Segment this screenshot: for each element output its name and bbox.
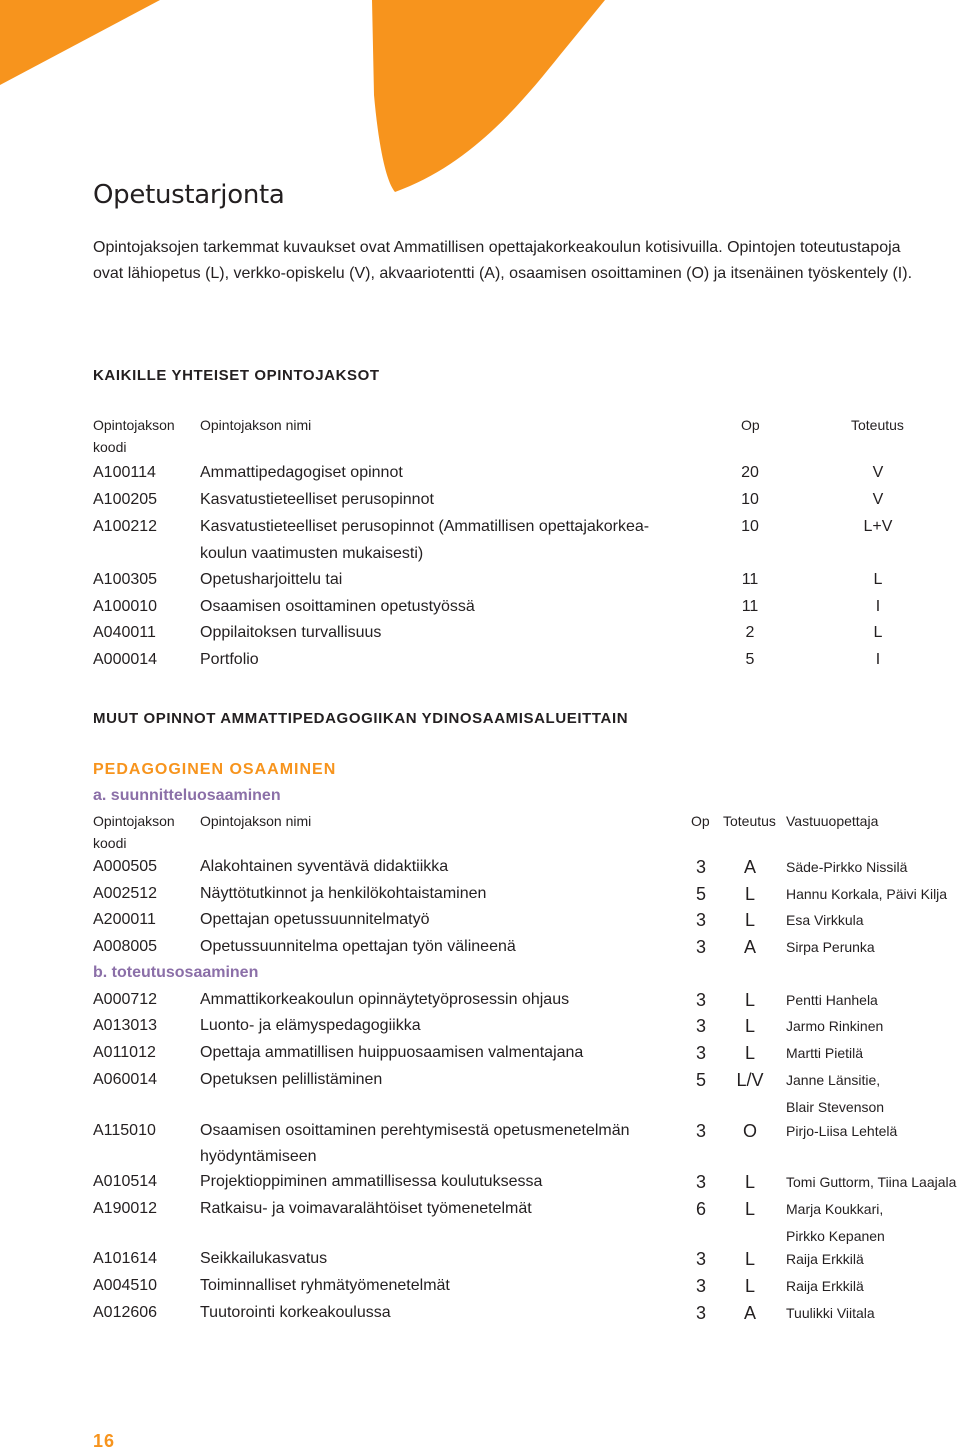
course-teacher: Raija Erkkilä <box>786 1278 864 1294</box>
course-teacher-line2: Pirkko Kepanen <box>786 1228 885 1244</box>
course-toteutus: L <box>744 1172 755 1192</box>
course-name: Opetusharjoittelu tai <box>200 571 343 588</box>
course-code: A000712 <box>93 991 158 1008</box>
course-code: A002512 <box>93 885 158 902</box>
course-teacher: Pirjo-Liisa Lehtelä <box>786 1123 898 1139</box>
course-code: A010514 <box>93 1173 158 1190</box>
course-name: Alakohtainen syventävä didaktiikka <box>200 858 449 875</box>
course-toteutus: A <box>743 857 756 877</box>
course-name: Näyttötutkinnot ja henkilökohtaistaminen <box>200 885 487 902</box>
table-row <box>93 934 960 958</box>
course-toteutus: L <box>744 1276 755 1296</box>
course-name: Ammattikorkeakoulun opinnäytetyöprosessin ohjaus <box>200 991 570 1008</box>
table-row <box>93 487 960 511</box>
course-toteutus: L <box>873 571 883 588</box>
orange-triangle-shape <box>0 0 160 85</box>
course-name: Osaamisen osoittaminen perehtymisestä opetusmenetelmän <box>200 1122 630 1139</box>
header-toteutus: Toteutus <box>723 813 776 829</box>
course-toteutus: L/V <box>736 1070 764 1090</box>
page-title: Opetustarjonta <box>93 180 285 210</box>
course-toteutus: L <box>873 624 883 641</box>
header-op: Op <box>691 813 710 829</box>
course-op: 11 <box>741 598 759 615</box>
course-code: A000014 <box>93 651 158 668</box>
table-row <box>93 1246 960 1270</box>
course-code: A008005 <box>93 938 158 955</box>
course-op: 20 <box>741 464 759 481</box>
header-toteutus: Toteutus <box>851 417 904 433</box>
subsection-title-a: a. suunnitteluosaaminen <box>93 787 281 804</box>
course-code: A004510 <box>93 1277 158 1294</box>
page-number: 16 <box>93 1431 116 1451</box>
table-row <box>93 1067 960 1115</box>
course-toteutus: L <box>744 990 755 1010</box>
table-row <box>93 1040 960 1064</box>
course-code: A100114 <box>93 464 156 481</box>
table-row <box>93 1300 960 1324</box>
course-toteutus: I <box>875 598 881 615</box>
course-code: A013013 <box>93 1017 158 1034</box>
table-header-other <box>93 811 960 851</box>
course-name: Oppilaitoksen turvallisuus <box>200 624 382 641</box>
course-op: 3 <box>695 937 706 957</box>
course-op: 3 <box>695 910 706 930</box>
course-op: 10 <box>741 491 759 508</box>
course-name: Luonto- ja elämyspedagogiikka <box>200 1017 421 1034</box>
header-code-line2: koodi <box>93 439 127 455</box>
course-toteutus: L <box>744 1199 755 1219</box>
table-row <box>93 594 960 618</box>
course-teacher: Raija Erkkilä <box>786 1251 864 1267</box>
header-code: Opintojakson <box>93 813 175 829</box>
table-row <box>93 460 960 484</box>
course-teacher: Martti Pietilä <box>786 1045 864 1061</box>
course-toteutus: A <box>743 1303 756 1323</box>
header-code-line2: koodi <box>93 835 127 851</box>
course-op: 3 <box>695 1016 706 1036</box>
course-name-line2: hyödyntämiseen <box>200 1148 317 1165</box>
course-name: Opettajan opetussuunnitelmatyö <box>200 911 430 928</box>
course-name: Kasvatustieteelliset perusopinnot <box>200 491 434 508</box>
course-teacher: Sirpa Perunka <box>786 939 875 955</box>
course-op: 11 <box>741 571 759 588</box>
table-row <box>93 1273 960 1297</box>
section-heading-common: KAIKILLE YHTEISET OPINTOJAKSOT <box>93 367 380 384</box>
course-code: A101614 <box>93 1250 158 1267</box>
course-code: A000505 <box>93 858 158 875</box>
table-row <box>93 987 960 1011</box>
course-teacher-line2: Blair Stevenson <box>786 1099 885 1115</box>
course-code: A100205 <box>93 491 158 508</box>
subsection-title-b: b. toteutusosaaminen <box>93 964 259 981</box>
course-op: 3 <box>695 1172 706 1192</box>
course-name: Tuutorointi korkeakoulussa <box>200 1304 391 1321</box>
course-name: Kasvatustieteelliset perusopinnot (Ammatillisen opettajakorkea- <box>200 518 650 535</box>
course-name: Ammattipedagogiset opinnot <box>200 464 403 481</box>
course-toteutus: V <box>872 491 884 508</box>
table-row <box>93 1196 960 1244</box>
course-toteutus: A <box>743 937 756 957</box>
course-op: 3 <box>695 857 706 877</box>
course-code: A115010 <box>93 1122 156 1139</box>
course-teacher: Säde-Pirkko Nissilä <box>786 859 908 875</box>
course-name: Osaamisen osoittaminen opetustyössä <box>200 598 475 615</box>
intro-paragraph: Opintojaksojen tarkemmat kuvaukset ovat Ammatillisen opettajakorkeakoulun kotisivuilla. Opintojen toteutustapoja ovat lähiopetus (L), verkko-opiskelu (V), akvaariotentti (A), osaamisen osoittaminen (O) ja itsenäinen työskentely (I). <box>93 239 913 282</box>
course-op: 6 <box>695 1199 706 1219</box>
course-teacher: Marja Koukkari, <box>786 1201 884 1217</box>
course-op: 3 <box>695 990 706 1010</box>
course-op: 3 <box>695 1043 706 1063</box>
course-teacher: Janne Länsitie, <box>786 1072 881 1088</box>
course-op: 3 <box>695 1276 706 1296</box>
course-toteutus: I <box>875 651 881 668</box>
course-toteutus: L <box>744 1016 755 1036</box>
course-toteutus: L <box>744 884 755 904</box>
header-name: Opintojakson nimi <box>200 417 312 433</box>
table-row <box>93 647 960 671</box>
orange-wave-shape <box>372 0 605 192</box>
table-row <box>93 854 960 878</box>
course-teacher: Pentti Hanhela <box>786 992 878 1008</box>
table-row <box>93 567 960 591</box>
course-code: A100010 <box>93 598 158 615</box>
table-row <box>93 620 960 644</box>
header-name: Opintojakson nimi <box>200 813 312 829</box>
category-heading: PEDAGOGINEN OSAAMINEN <box>93 761 337 778</box>
table-header-common <box>93 415 960 455</box>
course-code: A100305 <box>93 571 158 588</box>
course-teacher: Tomi Guttorm, Tiina Laajala <box>786 1174 957 1190</box>
section-heading-other: MUUT OPINNOT AMMATTIPEDAGOGIIKAN YDINOSAAMISALUEITTAIN <box>93 710 629 727</box>
course-name: Projektioppiminen ammatillisessa koulutuksessa <box>200 1173 543 1190</box>
course-op: 5 <box>695 884 706 904</box>
table-row <box>93 1169 960 1193</box>
course-name: Portfolio <box>200 651 259 668</box>
course-name: Opettaja ammatillisen huippuosaamisen valmentajana <box>200 1044 584 1061</box>
course-name: Opetussuunnitelma opettajan työn välineenä <box>200 938 516 955</box>
table-row <box>93 881 960 905</box>
course-op: 5 <box>745 651 755 668</box>
header-op: Op <box>741 417 760 433</box>
course-op: 5 <box>695 1070 706 1090</box>
course-name: Ratkaisu- ja voimavaralähtöiset työmenetelmät <box>200 1200 532 1217</box>
course-op: 3 <box>695 1121 706 1141</box>
course-teacher: Esa Virkkula <box>786 912 864 928</box>
course-code: A100212 <box>93 518 158 535</box>
course-name: Seikkailukasvatus <box>200 1250 328 1267</box>
course-code: A040011 <box>93 624 156 641</box>
course-toteutus: L <box>744 1249 755 1269</box>
course-toteutus: L <box>744 1043 755 1063</box>
course-code: A011012 <box>93 1044 156 1061</box>
course-op: 10 <box>741 518 759 535</box>
course-code: A190012 <box>93 1200 158 1217</box>
table-row <box>93 514 960 562</box>
course-teacher: Hannu Korkala, Päivi Kilja <box>786 886 948 902</box>
course-code: A060014 <box>93 1071 158 1088</box>
course-toteutus: L <box>744 910 755 930</box>
table-row <box>93 907 960 931</box>
table-row <box>93 1013 960 1037</box>
course-name: Toiminnalliset ryhmätyömenetelmät <box>200 1277 450 1294</box>
course-toteutus: O <box>742 1121 757 1141</box>
course-toteutus: L+V <box>863 518 893 535</box>
course-op: 2 <box>745 624 755 641</box>
course-teacher: Tuulikki Viitala <box>786 1305 875 1321</box>
orange-corner-decoration <box>0 0 960 200</box>
course-toteutus: V <box>872 464 884 481</box>
course-op: 3 <box>695 1303 706 1323</box>
course-name: Opetuksen pelillistäminen <box>200 1071 383 1088</box>
table-row <box>93 1118 960 1165</box>
header-vastuu: Vastuuopettaja <box>786 813 879 829</box>
course-code: A200011 <box>93 911 156 928</box>
header-code: Opintojakson <box>93 417 175 433</box>
course-code: A012606 <box>93 1304 158 1321</box>
course-op: 3 <box>695 1249 706 1269</box>
course-teacher: Jarmo Rinkinen <box>786 1018 884 1034</box>
course-name-line2: koulun vaatimusten mukaisesti) <box>200 545 424 562</box>
